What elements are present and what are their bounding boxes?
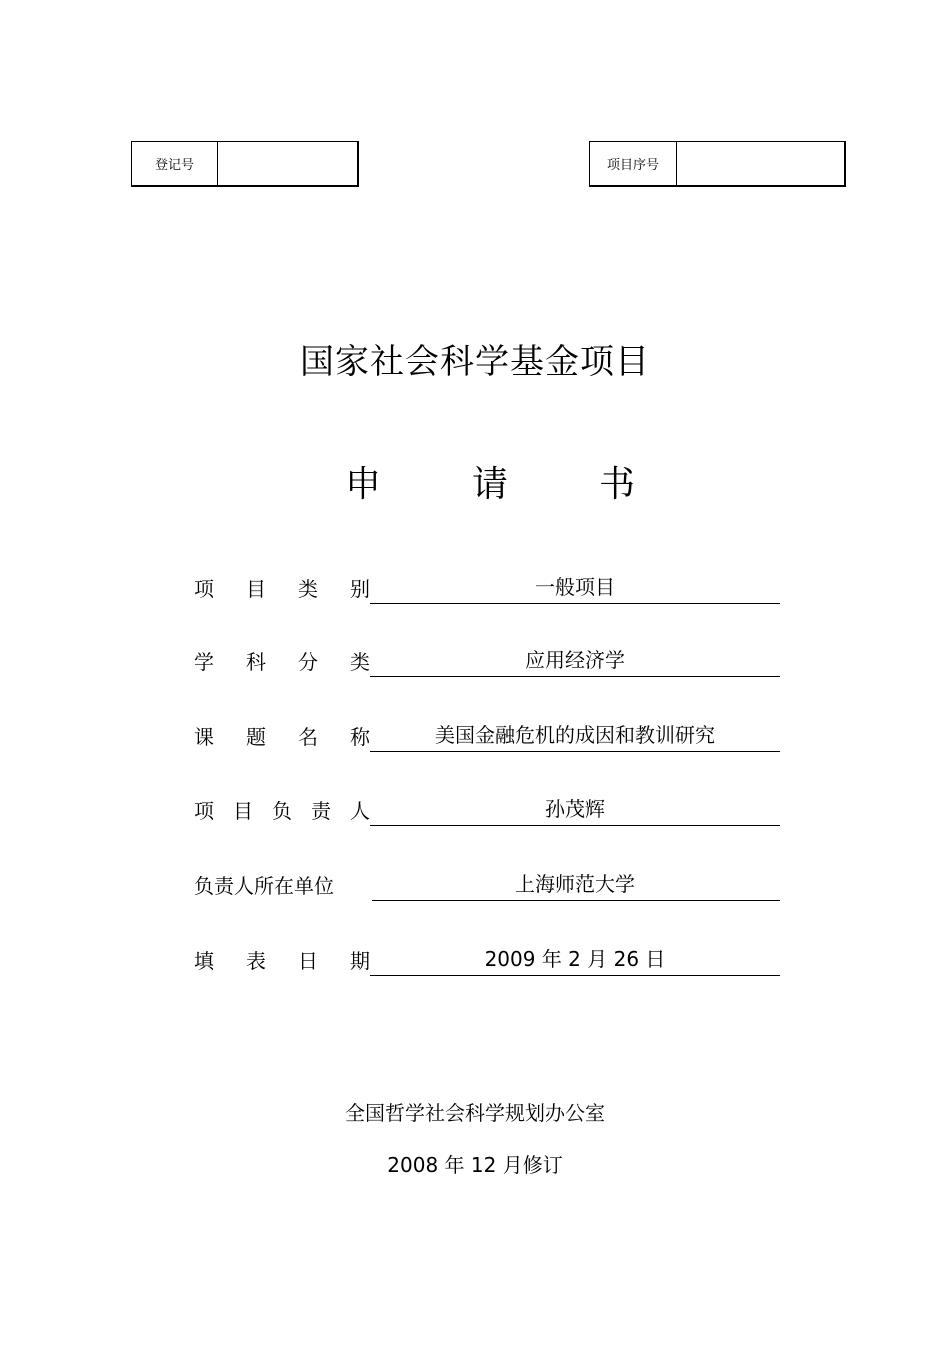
document-title: 国家社会科学基金项目	[300, 342, 650, 382]
registration-number-label: 登记号	[132, 142, 218, 185]
label-char: 课	[194, 725, 214, 749]
label-char: 别	[350, 577, 370, 601]
label-text: 负责人所在单位	[194, 874, 334, 898]
field-project-category	[194, 572, 780, 604]
field-discipline	[194, 645, 780, 677]
field-value[interactable]: 美国金融危机的成因和教训研究	[435, 723, 715, 747]
field-fill-date	[194, 944, 780, 976]
label-char: 类	[350, 650, 370, 674]
label-char: 科	[246, 650, 266, 674]
field-project-title	[194, 720, 780, 752]
field-value[interactable]: 上海师范大学	[515, 872, 635, 896]
label-char: 表	[246, 949, 266, 973]
field-label	[194, 870, 370, 899]
label-char: 目	[246, 577, 266, 601]
field-underline	[370, 603, 780, 604]
label-char: 项	[194, 577, 214, 601]
field-label	[194, 573, 370, 602]
label-char: 项	[194, 799, 214, 823]
registration-number-field[interactable]	[218, 142, 357, 185]
label-char: 名	[298, 725, 318, 749]
project-sequence-label: 项目序号	[590, 142, 677, 185]
field-value[interactable]: 孙茂辉	[545, 797, 605, 821]
document-subtitle	[345, 456, 635, 507]
subtitle-char: 申	[345, 464, 382, 505]
subtitle-char: 请	[471, 464, 508, 505]
field-label	[194, 646, 370, 675]
project-sequence-box	[589, 141, 846, 187]
label-char: 填	[194, 949, 214, 973]
project-sequence-field[interactable]	[677, 142, 844, 185]
label-char: 期	[350, 949, 370, 973]
field-underline	[372, 900, 780, 901]
label-char: 人	[350, 799, 370, 823]
field-value[interactable]: 2009 年 2 月 26 日	[484, 947, 666, 971]
issuing-office: 全国哲学社会科学规划办公室	[345, 1101, 605, 1125]
field-leader-institution	[194, 869, 780, 901]
field-label	[194, 721, 370, 750]
field-underline	[370, 825, 780, 826]
revision-date: 2008 年 12 月修订	[387, 1153, 563, 1177]
field-label	[194, 795, 370, 824]
field-underline	[370, 751, 780, 752]
label-char: 题	[246, 725, 266, 749]
label-char: 日	[298, 949, 318, 973]
field-underline	[370, 676, 780, 677]
label-char: 责	[311, 799, 331, 823]
label-char: 称	[350, 725, 370, 749]
field-underline	[370, 975, 780, 976]
label-char: 目	[233, 799, 253, 823]
field-value[interactable]: 一般项目	[535, 575, 615, 599]
subtitle-char: 书	[598, 464, 635, 505]
field-project-leader	[194, 794, 780, 826]
label-char: 分	[298, 650, 318, 674]
registration-number-box	[131, 141, 359, 187]
label-char: 学	[194, 650, 214, 674]
field-label	[194, 945, 370, 974]
field-value[interactable]: 应用经济学	[525, 648, 625, 672]
label-char: 负	[272, 799, 292, 823]
label-char: 类	[298, 577, 318, 601]
